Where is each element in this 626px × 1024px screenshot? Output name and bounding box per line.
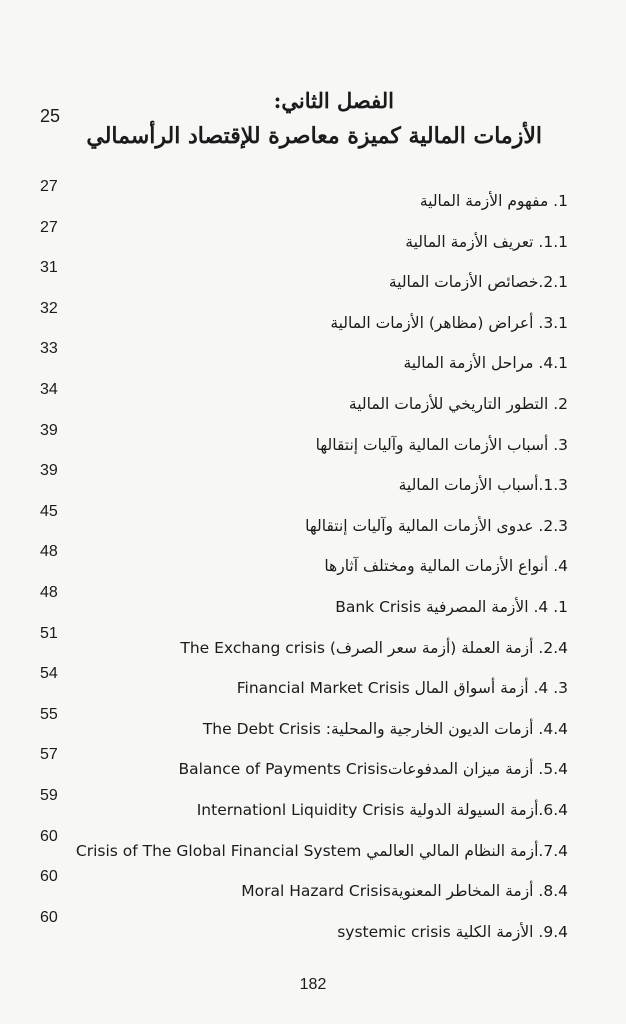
toc-page-number: 31 bbox=[40, 259, 58, 277]
toc-page-number: 32 bbox=[40, 299, 58, 317]
toc-label: 2. التطور التاريخي للأزمات المالية bbox=[348, 394, 568, 413]
toc-label: 2.3. عدوى الأزمات المالية وآليات إنتقالها bbox=[305, 516, 568, 535]
toc-page-number: 60 bbox=[40, 827, 58, 845]
toc-label: 3. أسباب الأزمات المالية وآليات إنتقالها bbox=[315, 435, 568, 454]
toc-label: 6.4.أزمة السيولة الدولية Internationl Liquidity Crisis bbox=[196, 800, 568, 819]
toc-row bbox=[0, 901, 626, 942]
toc-row bbox=[0, 698, 626, 739]
toc-label: 2.4. أزمة العملة (أزمة سعر الصرف) The Exchang crisis bbox=[180, 638, 568, 657]
toc-row bbox=[0, 211, 626, 252]
toc-row bbox=[0, 657, 626, 698]
toc-page-number: 45 bbox=[40, 502, 58, 520]
footer-page-number: 182 bbox=[299, 976, 327, 993]
toc-page-number: 55 bbox=[40, 705, 58, 723]
toc-row bbox=[0, 820, 626, 861]
toc-label: 1.1. تعريف الأزمة المالية bbox=[405, 232, 568, 251]
toc-page-number: 33 bbox=[40, 340, 58, 358]
toc-row bbox=[0, 454, 626, 495]
toc-page-number: 57 bbox=[40, 746, 58, 764]
toc-row bbox=[0, 860, 626, 901]
toc-label: 1. 4. الأزمة المصرفية Bank Crisis bbox=[335, 597, 568, 616]
toc-label: 8.4. أزمة المخاطر المعنويةMoral Hazard Crisis bbox=[241, 882, 568, 901]
toc-row bbox=[0, 170, 626, 211]
toc-row bbox=[0, 373, 626, 414]
toc-label: 4.1. مراحل الأزمة المالية bbox=[403, 354, 568, 373]
toc-label: 3.1. أعراض (مظاهر) الأزمات المالية bbox=[330, 313, 568, 332]
toc-label: 1. مفهوم الأزمة المالية bbox=[419, 192, 568, 210]
toc-label: 5.4. أزمة ميزان المدفوعاتBalance of Payments Crisis bbox=[178, 760, 568, 779]
toc-page-number: 39 bbox=[40, 462, 58, 480]
toc-page-number: 48 bbox=[40, 543, 58, 561]
toc-page-number: 51 bbox=[40, 624, 58, 642]
toc-label: 4.4. أزمات الديون الخارجية والمحلية: The Debt Crisis bbox=[202, 719, 568, 738]
toc-page-number: 60 bbox=[40, 868, 58, 886]
toc-row bbox=[0, 617, 626, 658]
toc-label: 9.4. الأزمة الكلية systemic crisis bbox=[337, 922, 568, 941]
toc-page-number: 27 bbox=[40, 178, 58, 195]
toc-row bbox=[0, 535, 626, 576]
toc-label: 4. أنواع الأزمات المالية ومختلف آثارها bbox=[324, 557, 568, 576]
toc-page-number: 48 bbox=[40, 583, 58, 601]
chapter-page-number: 25 bbox=[40, 106, 61, 126]
toc-row bbox=[0, 495, 626, 536]
table-of-contents bbox=[0, 170, 626, 941]
toc-row bbox=[0, 779, 626, 820]
toc-row bbox=[0, 738, 626, 779]
chapter-subtitle: الأزمات المالية كميزة معاصرة للإقتصاد الرأسمالي bbox=[86, 123, 542, 149]
toc-label: 3. 4. أزمة أسواق المال Financial Market Crisis bbox=[236, 679, 568, 698]
toc-page-number: 60 bbox=[40, 908, 58, 926]
toc-row bbox=[0, 414, 626, 455]
toc-label: 1.3.أسباب الأزمات المالية bbox=[398, 476, 568, 495]
toc-page-number: 34 bbox=[40, 380, 58, 398]
toc-page-number: 39 bbox=[40, 421, 58, 439]
toc-row bbox=[0, 251, 626, 292]
toc-label: 7.4.أزمة النظام المالي العالمي Crisis of The Global Financial System bbox=[75, 841, 568, 860]
chapter-title: الفصل الثاني: bbox=[273, 88, 394, 113]
toc-page-number: 59 bbox=[40, 786, 58, 804]
toc-row bbox=[0, 292, 626, 333]
toc-page-number: 54 bbox=[40, 665, 58, 683]
toc-row bbox=[0, 332, 626, 373]
toc-row bbox=[0, 576, 626, 617]
toc-label: 2.1.خصائص الأزمات المالية bbox=[388, 273, 568, 292]
toc-page-number: 27 bbox=[40, 218, 58, 236]
